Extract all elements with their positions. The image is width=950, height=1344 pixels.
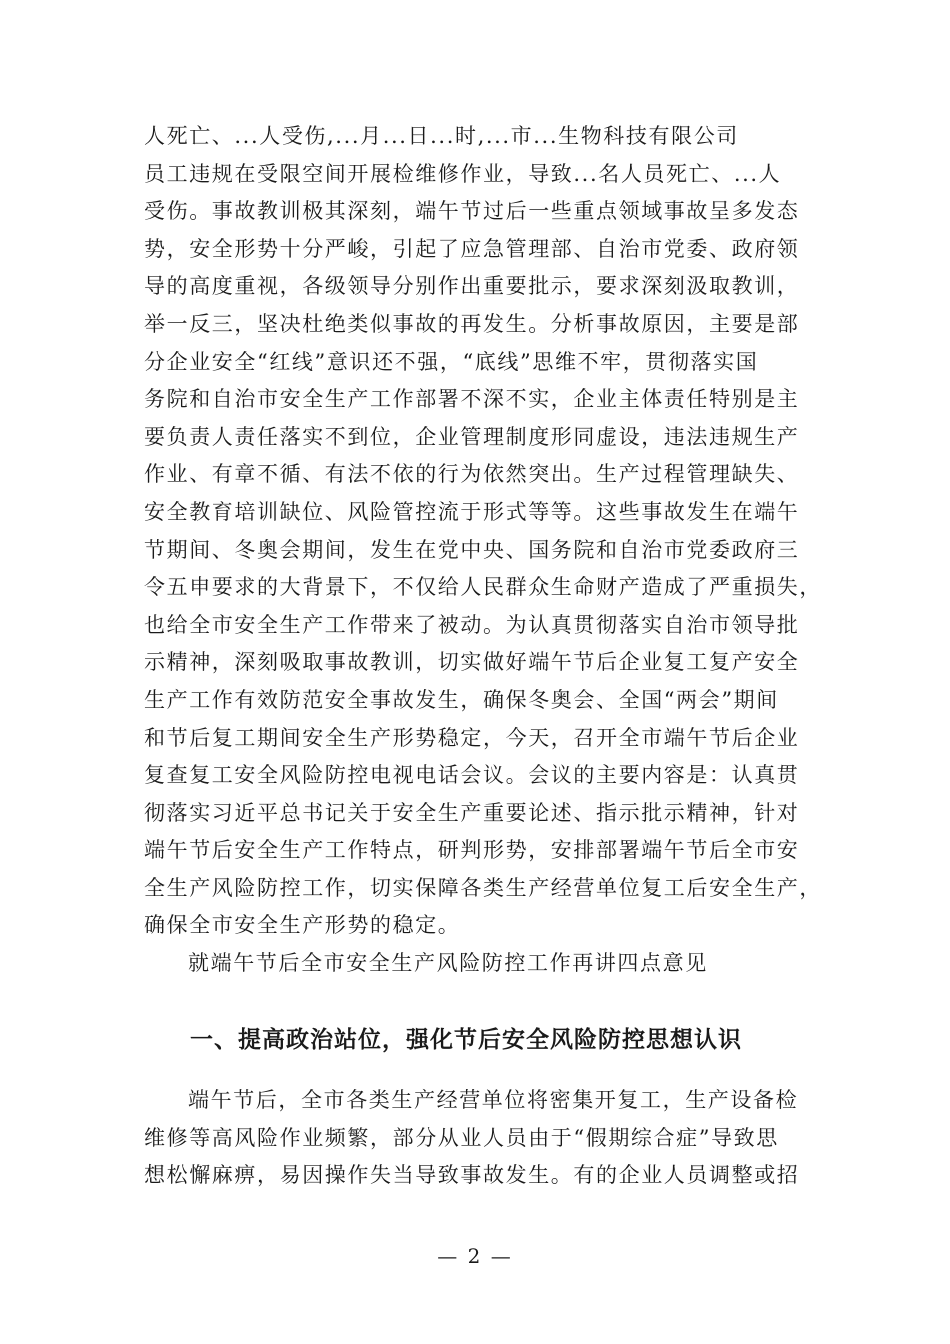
section-heading: 一、提高政治站位，强化节后安全风险防控思想认识 — [190, 1027, 742, 1053]
body-paragraph-1 — [144, 118, 824, 983]
paragraph-line: 要负责人责任落实不到位，企业管理制度形同虚设，违法违规生产 — [144, 424, 800, 449]
paragraph-line: 分企业安全“红线”意识还不强，“底线”思维不牢，贯彻落实国 — [144, 349, 759, 374]
intro-line: 就端午节后全市安全生产风险防控工作再讲四点意见 — [188, 951, 708, 976]
paragraph-line: 作业、有章不循、有法不依的行为依然突出。生产过程管理缺失、 — [144, 462, 800, 487]
paragraph-line: 举一反三，坚决杜绝类似事故的再发生。分析事故原因，主要是部 — [144, 311, 800, 336]
page-number: — 2 — — [437, 1244, 513, 1268]
paragraph-line: 安全教育培训缺位、风险管控流于形式等等。这些事故发生在端午 — [144, 499, 800, 524]
paragraph-line: 和节后复工期间安全生产形势稳定，今天，召开全市端午节后企业 — [144, 725, 800, 750]
paragraph-line: 受伤。事故教训极其深刻，端午节过后一些重点领域事故呈多发态 — [144, 199, 800, 224]
paragraph-line: 端午节后，全市各类生产经营单位将密集开复工，生产设备检 — [188, 1088, 799, 1112]
paragraph-line: 员工违规在受限空间开展检维修作业，导致...名人员死亡、...人 — [144, 161, 782, 186]
paragraph-line: 全生产风险防控工作，切实保障各类生产经营单位复工后安全生产， — [144, 875, 822, 900]
paragraph-line: 确保全市安全生产形势的稳定。 — [144, 913, 461, 938]
paragraph-line: 务院和自治市安全生产工作部署不深不实，企业主体责任特别是主 — [144, 387, 800, 412]
paragraph-line: 端午节后安全生产工作特点，研判形势，安排部署端午节后全市安 — [144, 838, 800, 863]
paragraph-line: 也给全市安全生产工作带来了被动。为认真贯彻落实自治市领导批 — [144, 612, 800, 637]
paragraph-line: 人死亡、...人受伤,...月...日...时,...市...生物科技有限公司 — [144, 124, 739, 148]
paragraph-line: 势，安全形势十分严峻，引起了应急管理部、自治市党委、政府领 — [144, 236, 800, 261]
paragraph-line: 导的高度重视，各级领导分别作出重要批示，要求深刻汲取教训， — [144, 274, 800, 299]
paragraph-line: 令五申要求的大背景下，不仅给人民群众生命财产造成了严重损失， — [144, 575, 822, 600]
paragraph-line: 维修等高风险作业频繁，部分从业人员由于“假期综合症”导致思 — [144, 1125, 779, 1150]
paragraph-line: 节期间、冬奥会期间，发生在党中央、国务院和自治市党委政府三 — [144, 537, 800, 562]
body-paragraph-2 — [144, 1082, 824, 1195]
paragraph-line: 复查复工安全风险防控电视电话会议。会议的主要内容是：认真贯 — [144, 763, 800, 788]
paragraph-line: 想松懈麻痹，易因操作失当导致事故发生。有的企业人员调整或招 — [144, 1163, 800, 1188]
paragraph-line: 彻落实习近平总书记关于安全生产重要论述、指示批示精神，针对 — [144, 800, 800, 825]
paragraph-line: 生产工作有效防范安全事故发生，确保冬奥会、全国“两会”期间 — [144, 687, 779, 712]
paragraph-line: 示精神，深刻吸取事故教训，切实做好端午节后企业复工复产安全 — [144, 650, 800, 675]
